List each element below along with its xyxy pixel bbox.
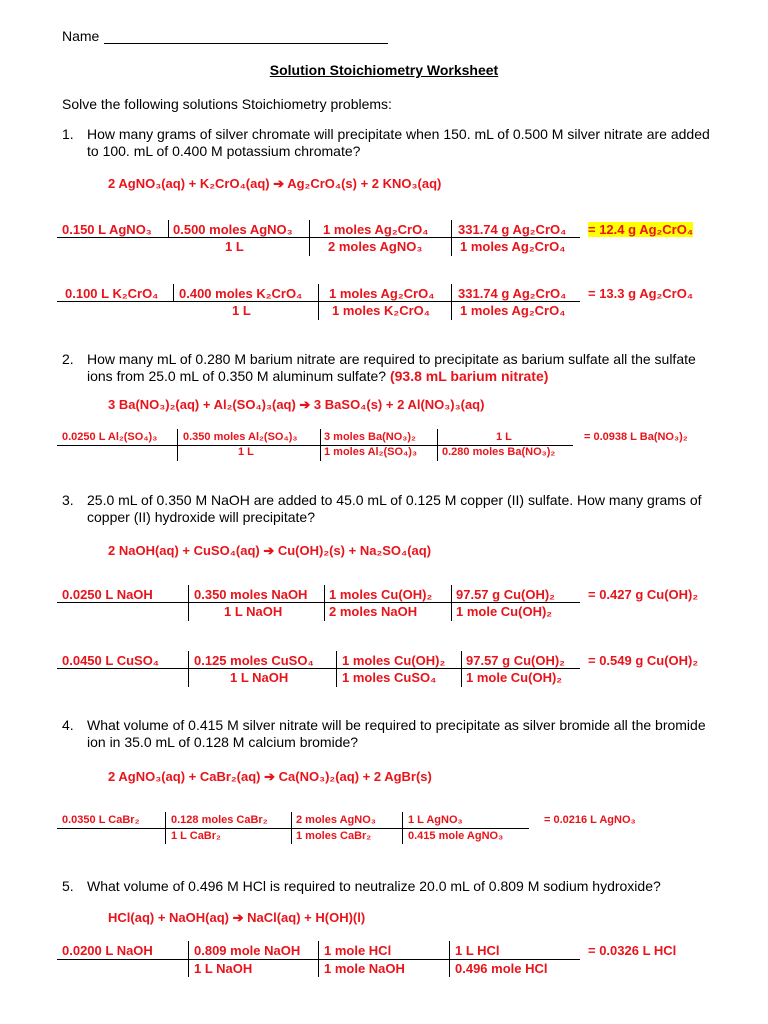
- question-text: How many mL of 0.280 M barium nitrate are required to precipitate as barium sulfate all the sulfate ions from 25.0 mL of 0.350 M aluminum sulfate?: [87, 351, 696, 384]
- question-text: What volume of 0.415 M silver nitrate will be required to precipitate as silver bromide all the bromide ion in 35.0 mL of 0.128 M calcium bromide?: [87, 717, 706, 750]
- calc-term: 0.496 mole HCl: [455, 961, 548, 976]
- calc-term: 1 moles Cu(OH)₂: [342, 653, 446, 668]
- question-text: 25.0 mL of 0.350 M NaOH are added to 45.0 mL of 0.125 M copper (II) sulfate. How many grams of copper (II) hydroxide will precipitate?: [87, 492, 702, 525]
- calc-term: 0.350 moles NaOH: [194, 587, 308, 602]
- fraction-line: [57, 828, 529, 829]
- divider: [437, 429, 438, 461]
- calc-term: 1 L: [232, 303, 251, 318]
- calc-term: 97.57 g Cu(OH)₂: [466, 653, 565, 668]
- calc-term: 1 moles Ag₂CrO₄: [460, 303, 566, 318]
- question-number: 2.: [62, 351, 74, 367]
- divider: [451, 220, 452, 256]
- calc-result: [588, 222, 693, 237]
- calc-term: 1 L HCl: [455, 943, 500, 958]
- fraction-line: [57, 237, 580, 238]
- calc-term: 0.0450 L CuSO₄: [62, 653, 159, 668]
- calc-result-value: = 12.4 g Ag₂CrO₄: [588, 222, 694, 237]
- reaction-equation: 2 NaOH(aq) + CuSO₄(aq) ➔ Cu(OH)₂(s) + Na₂SO₄(aq): [108, 543, 432, 558]
- calc-term: 0.0250 L NaOH: [62, 587, 153, 602]
- calc-result: = 0.0216 L AgNO₃: [544, 814, 636, 826]
- calc-term: 1 L NaOH: [194, 961, 253, 976]
- calc-term: 331.74 g Ag₂CrO₄: [458, 222, 567, 237]
- calc-result: = 0.427 g Cu(OH)₂: [588, 587, 699, 602]
- divider: [188, 941, 189, 977]
- calc-term: 1 L: [496, 431, 512, 443]
- calc-term: 331.74 g Ag₂CrO₄: [458, 286, 567, 301]
- calc-term: 1 L CaBr₂: [171, 830, 221, 842]
- calc-term: 0.100 L K₂CrO₄: [65, 286, 159, 301]
- calc-term: 1 moles Cu(OH)₂: [329, 587, 433, 602]
- calc-result: = 0.0938 L Ba(NO₃)₂: [584, 431, 688, 443]
- calc-term: 0.809 mole NaOH: [194, 943, 301, 958]
- divider: [318, 941, 319, 977]
- divider: [173, 284, 174, 302]
- fraction-line: [57, 445, 573, 446]
- divider: [177, 429, 178, 461]
- reaction-equation: 2 AgNO₃(aq) + K₂CrO₄(aq) ➔ Ag₂CrO₄(s) + 2 KNO₃(aq): [108, 176, 442, 191]
- question-5: [62, 878, 712, 895]
- calc-term: 1 L NaOH: [224, 604, 283, 619]
- calc-term: 2 moles AgNO₃: [296, 814, 376, 826]
- divider: [451, 585, 452, 621]
- calc-term: 0.500 moles AgNO₃: [173, 222, 293, 237]
- question-3: [62, 492, 712, 526]
- divider: [168, 220, 169, 238]
- calc-term: 0.150 L AgNO₃: [62, 222, 152, 237]
- calc-term: 1 L: [225, 239, 244, 254]
- calc-term: 0.400 moles K₂CrO₄: [179, 286, 303, 301]
- divider: [291, 812, 292, 844]
- question-4: [62, 717, 712, 751]
- divider: [451, 284, 452, 320]
- calc-result: = 0.0326 L HCl: [588, 943, 677, 958]
- divider: [320, 429, 321, 461]
- reaction-equation: 2 AgNO₃(aq) + CaBr₂(aq) ➔ Ca(NO₃)₂(aq) + 2 AgBr(s): [108, 769, 432, 784]
- divider: [324, 585, 325, 621]
- calc-term: 0.0200 L NaOH: [62, 943, 153, 958]
- question-number: 4.: [62, 717, 74, 733]
- divider: [449, 941, 450, 977]
- question-number: 5.: [62, 878, 74, 894]
- name-blank-line[interactable]: [104, 43, 388, 44]
- calc-term: 97.57 g Cu(OH)₂: [456, 587, 555, 602]
- calc-term: 0.415 mole AgNO₃: [408, 830, 504, 842]
- instructions: Solve the following solutions Stoichiometry problems:: [62, 96, 392, 112]
- name-label: Name: [62, 28, 100, 44]
- calc-term: 1 L NaOH: [230, 670, 289, 685]
- calc-term: 1 moles Ag₂CrO₄: [329, 286, 435, 301]
- calc-term: 1 moles Ag₂CrO₄: [460, 239, 566, 254]
- calc-term: 1 mole HCl: [324, 943, 392, 958]
- calc-term: 1 moles CaBr₂: [296, 830, 372, 842]
- calc-term: 0.128 moles CaBr₂: [171, 814, 268, 826]
- reaction-equation: HCl(aq) + NaOH(aq) ➔ NaCl(aq) + H(OH)(l): [108, 910, 366, 925]
- calc-term: 1 moles K₂CrO₄: [332, 303, 430, 318]
- divider: [336, 651, 337, 687]
- question-number: 1.: [62, 126, 74, 142]
- question-text: How many grams of silver chromate will precipitate when 150. mL of 0.500 M silver nitrate are added to 100. mL of 0.400 M potassium chromate?: [87, 126, 710, 159]
- calc-term: 1 mole Cu(OH)₂: [466, 670, 563, 685]
- divider: [188, 585, 189, 621]
- divider: [402, 812, 403, 844]
- calc-result: = 13.3 g Ag₂CrO₄: [588, 286, 694, 301]
- calc-term: 1 moles CuSO₄: [342, 670, 437, 685]
- question-2: [62, 351, 712, 385]
- calc-term: 0.125 moles CuSO₄: [194, 653, 314, 668]
- question-text: What volume of 0.496 M HCl is required to neutralize 20.0 mL of 0.809 M sodium hydroxide?: [87, 878, 661, 894]
- divider: [165, 812, 166, 844]
- calc-term: 0.280 moles Ba(NO₃)₂: [442, 446, 556, 458]
- calc-term: 0.350 moles Al₂(SO₄)₃: [183, 431, 298, 443]
- calc-term: 0.0350 L CaBr₂: [62, 814, 140, 826]
- worksheet-title: Solution Stoichiometry Worksheet: [269, 62, 499, 78]
- calc-term: 3 moles Ba(NO₃)₂: [324, 431, 416, 443]
- calc-term: 1 mole NaOH: [324, 961, 405, 976]
- calc-result: = 0.549 g Cu(OH)₂: [588, 653, 699, 668]
- divider: [309, 220, 310, 256]
- fraction-line: [57, 602, 580, 603]
- question-number: 3.: [62, 492, 74, 508]
- divider: [318, 284, 319, 320]
- calc-term: 1 moles Al₂(SO₄)₃: [324, 446, 418, 458]
- calc-term: 1 mole Cu(OH)₂: [456, 604, 553, 619]
- divider: [461, 651, 462, 687]
- calc-term: 2 moles NaOH: [329, 604, 418, 619]
- calc-term: 1 L: [238, 446, 254, 458]
- calc-term: 0.0250 L Al₂(SO₄)₃: [62, 431, 158, 443]
- question-1: [62, 126, 712, 160]
- question-answer: (93.8 mL barium nitrate): [389, 368, 549, 384]
- fraction-line: [57, 668, 580, 669]
- calc-term: 1 moles Ag₂CrO₄: [323, 222, 429, 237]
- reaction-equation: 3 Ba(NO₃)₂(aq) + Al₂(SO₄)₃(aq) ➔ 3 BaSO₄(s) + 2 Al(NO₃)₃(aq): [108, 397, 485, 412]
- divider: [188, 651, 189, 687]
- calc-term: 2 moles AgNO₃: [328, 239, 423, 254]
- calc-term: 1 L AgNO₃: [408, 814, 463, 826]
